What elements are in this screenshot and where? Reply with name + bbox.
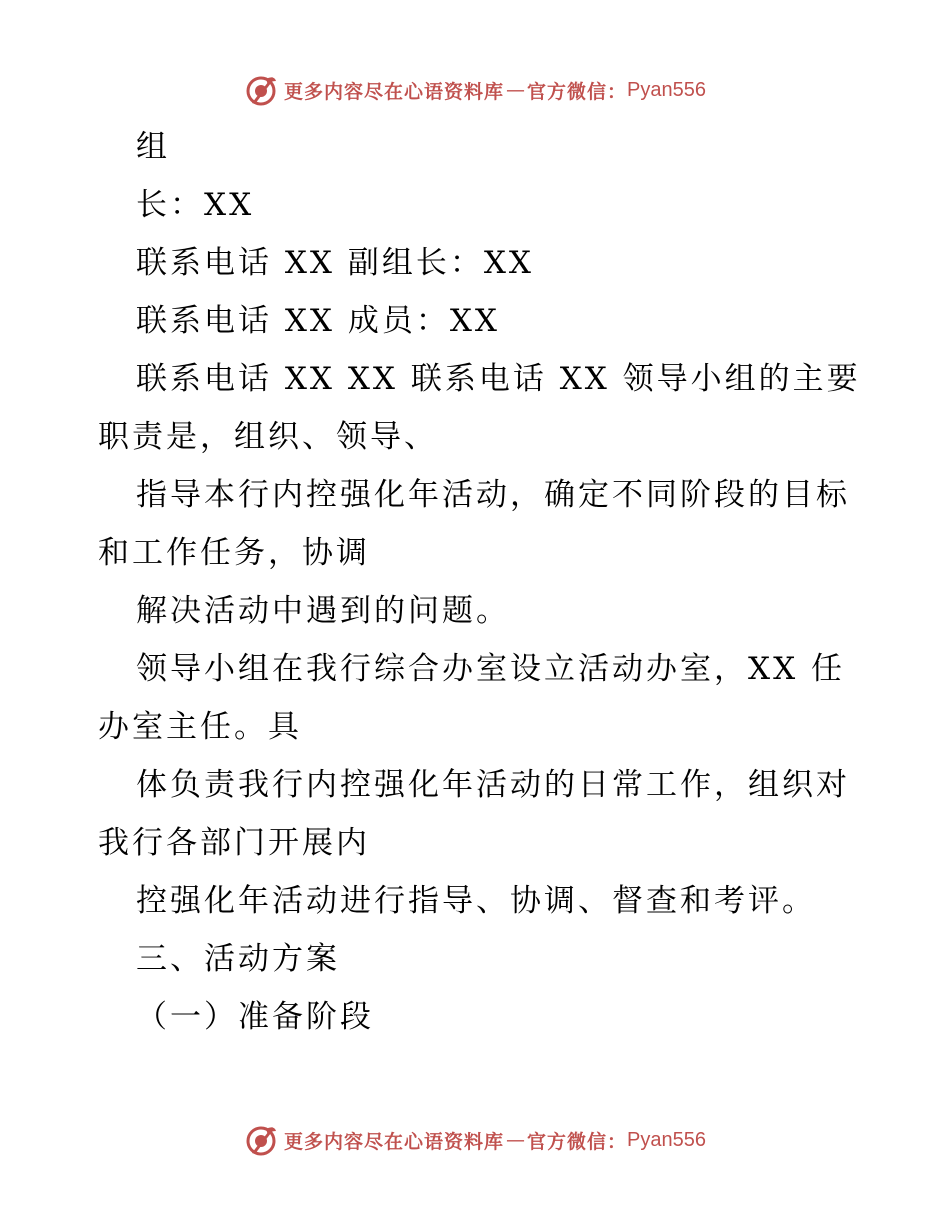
section-heading: 三、活动方案 bbox=[136, 941, 340, 977]
body-line: 指导本行内控强化年活动，确定不同阶段的目标 bbox=[136, 477, 850, 513]
subsection-heading: （一）准备阶段 bbox=[136, 999, 374, 1035]
header-separator: — bbox=[506, 79, 526, 101]
body-line: 联系电话 XX 副组长：XX bbox=[136, 245, 534, 281]
body-line: 组 bbox=[136, 129, 170, 165]
quill-logo-icon bbox=[244, 73, 278, 107]
body-line: 办室主任。具 bbox=[98, 709, 302, 745]
footer-separator: — bbox=[506, 1129, 526, 1151]
body-line: 控强化年活动进行指导、协调、督查和考评。 bbox=[136, 883, 816, 919]
body-line: 职责是，组织、领导、 bbox=[98, 419, 438, 455]
body-line: 长：XX bbox=[136, 187, 255, 223]
footer-wechat-id: Pyan556 bbox=[627, 1128, 706, 1151]
header-wechat-label: 官方微信： bbox=[527, 80, 628, 103]
header-watermark bbox=[0, 70, 950, 110]
body-line: 领导小组在我行综合办室设立活动办室，XX 任 bbox=[136, 651, 845, 687]
body-line: 我行各部门开展内 bbox=[98, 825, 370, 861]
header-wechat-id: Pyan556 bbox=[627, 78, 706, 101]
body-line: 和工作任务，协调 bbox=[98, 535, 370, 571]
footer-wechat-label: 官方微信： bbox=[527, 1130, 628, 1153]
footer-brand-text: 更多内容尽在心语资料库 bbox=[284, 1130, 505, 1153]
header-brand-text: 更多内容尽在心语资料库 bbox=[284, 80, 505, 103]
footer-watermark bbox=[0, 1120, 950, 1160]
body-line: 联系电话 XX 成员：XX bbox=[136, 303, 500, 339]
body-line: 解决活动中遇到的问题。 bbox=[136, 593, 510, 629]
body-line: 联系电话 XX XX 联系电话 XX 领导小组的主要 bbox=[136, 361, 861, 397]
body-line: 体负责我行内控强化年活动的日常工作，组织对 bbox=[136, 767, 850, 803]
quill-logo-icon bbox=[244, 1123, 278, 1157]
